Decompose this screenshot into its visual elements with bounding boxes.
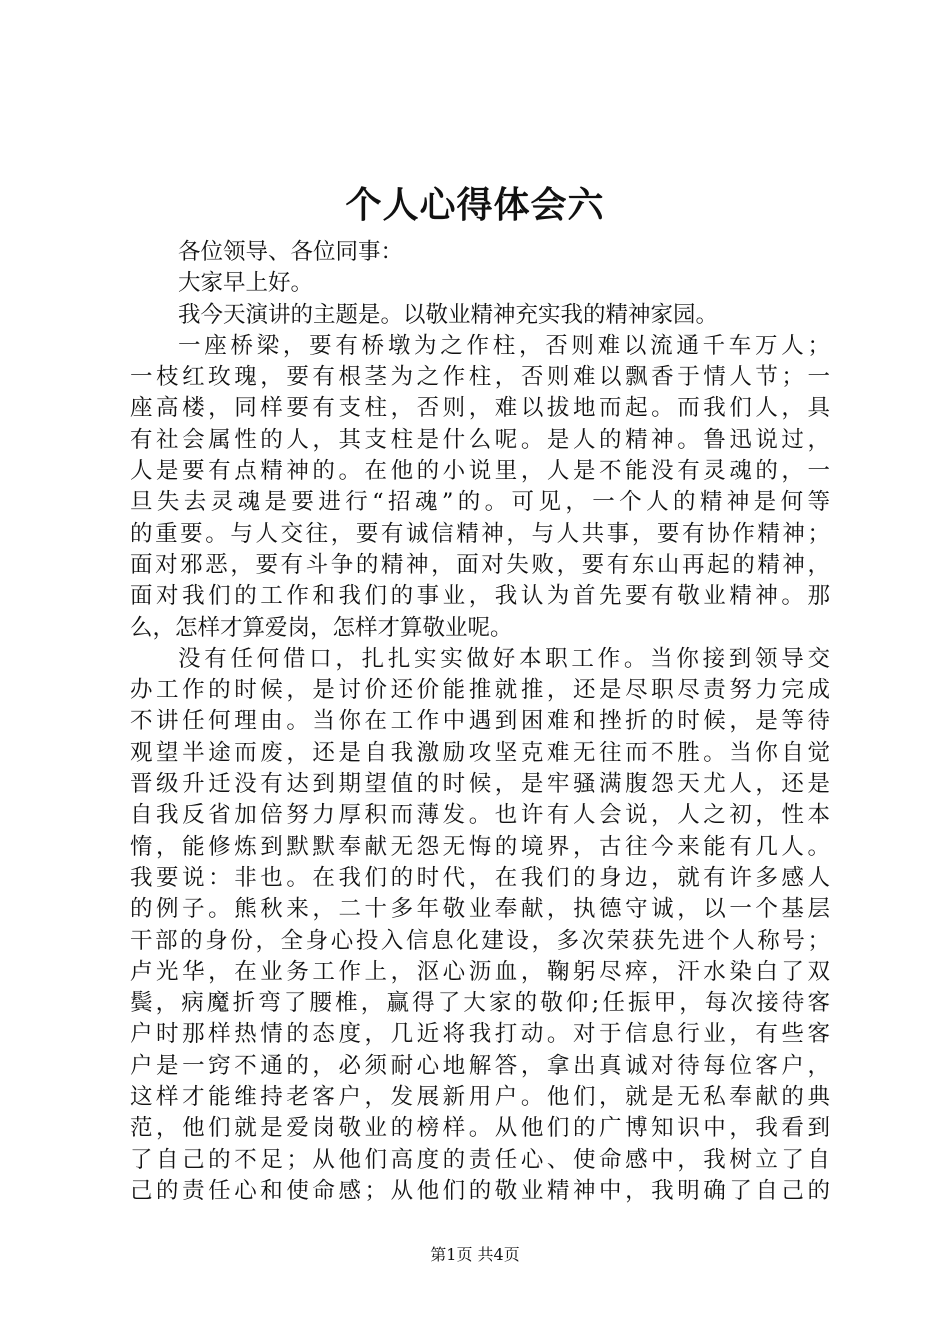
page-footer: 第1页 共4页 — [430, 1245, 520, 1264]
body-line: 户时那样热情的态度，几近将我打动。对于信息行业，有些客 — [130, 1021, 830, 1048]
document-title: 个人心得体会六 — [345, 184, 605, 226]
body-line: 的重要。与人交往，要有诚信精神，与人共事，要有协作精神； — [130, 520, 830, 547]
body-line: 办工作的时候，是讨价还价能推就推，还是尽职尽责努力完成 — [130, 677, 830, 704]
body-line: 座高楼，同样要有支柱，否则，难以拔地而起。而我们人，具 — [130, 395, 830, 422]
body-line: 这样才能维持老客户，发展新用户。他们，就是无私奉献的典 — [130, 1084, 830, 1111]
body-line: 面对我们的工作和我们的事业，我认为首先要有敬业精神。那 — [130, 583, 830, 610]
body-line: 干部的身份，全身心投入信息化建设，多次荣获先进个人称号； — [130, 927, 830, 954]
body-line: 不讲任何理由。当你在工作中遇到困难和挫折的时候，是等待 — [130, 708, 830, 735]
body-line: 面对邪恶，要有斗争的精神，面对失败，要有东山再起的精神， — [130, 551, 830, 578]
body-line: 我要说：非也。在我们的时代，在我们的身边，就有许多感人 — [130, 864, 830, 891]
body-line: 有社会属性的人，其支柱是什么呢。是人的精神。鲁迅说过， — [130, 426, 830, 453]
body-line: 人是要有点精神的。在他的小说里，人是不能没有灵魂的，一 — [130, 458, 830, 485]
body-line: 的例子。熊秋来，二十多年敬业奉献，执德守诚，以一个基层 — [130, 896, 830, 923]
body-line: 我今天演讲的主题是。以敬业精神充实我的精神家园。 — [178, 301, 719, 328]
body-line: 范，他们就是爱岗敬业的榜样。从他们的广博知识中，我看到 — [130, 1115, 830, 1142]
body-line: 户是一窍不通的，必须耐心地解答，拿出真诚对待每位客户， — [130, 1052, 830, 1079]
body-line: 没有任何借口，扎扎实实做好本职工作。当你接到领导交 — [178, 645, 830, 672]
body-line: 惰，能修炼到默默奉献无怨无悔的境界，古往今来能有几人。 — [130, 833, 830, 860]
body-line: 了自己的不足；从他们高度的责任心、使命感中，我树立了自 — [130, 1146, 830, 1173]
body-line: 自我反省加倍努力厚积而薄发。也许有人会说，人之初，性本 — [130, 802, 830, 829]
document-body — [130, 237, 830, 1207]
body-line: 一枝红玫瑰，要有根茎为之作柱，否则难以飘香于情人节；一 — [130, 364, 830, 391]
body-line: 一座桥梁，要有桥墩为之作柱，否则难以流通千车万人； — [178, 332, 830, 359]
body-line: 大家早上好。 — [178, 270, 314, 297]
body-line: 各位领导、各位同事： — [178, 239, 404, 265]
body-line: 卢光华，在业务工作上，沤心沥血，鞠躬尽瘁，汗水染白了双 — [130, 958, 830, 985]
body-line: 己的责任心和使命感；从他们的敬业精神中，我明确了自己的 — [130, 1177, 830, 1204]
body-line: 观望半途而废，还是自我激励攻坚克难无往而不胜。当你自觉 — [130, 739, 830, 766]
body-line: 么，怎样才算爱岗，怎样才算敬业呢。 — [130, 614, 513, 641]
body-line: 旦失去灵魂是要进行“招魂”的。可见，一个人的精神是何等 — [130, 489, 830, 516]
body-line: 鬓，病魔折弯了腰椎，赢得了大家的敬仰;任振甲，每次接待客 — [130, 990, 830, 1017]
body-line: 晋级升迁没有达到期望值的时候，是牢骚满腹怨天尤人，还是 — [130, 771, 830, 798]
